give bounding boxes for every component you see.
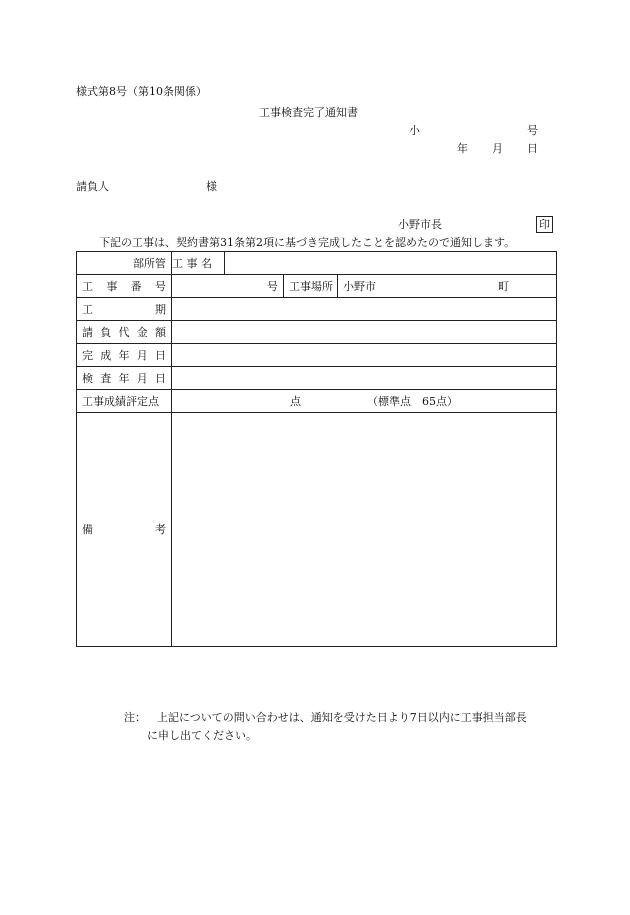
table-row <box>77 367 557 390</box>
inspection-date-label: 検 査 年 月 日 <box>82 371 166 385</box>
work-name-label: 工 事 名 <box>167 252 225 274</box>
recipient-honorific: 様 <box>206 180 217 193</box>
inspection-date-label-cell <box>77 367 172 390</box>
remarks-value[interactable] <box>172 413 557 647</box>
location-city: 小野市 <box>343 279 376 293</box>
work-number-label-cell <box>77 275 172 298</box>
note-label: 注： <box>124 711 146 724</box>
date-day: 日 <box>527 142 538 155</box>
table-row <box>77 344 557 367</box>
note-line-2: に申し出てください。 <box>147 729 257 742</box>
score-value[interactable] <box>172 390 557 413</box>
location-town: 町 <box>498 279 509 293</box>
period-label-cell <box>77 298 172 321</box>
work-name-value[interactable] <box>225 252 561 274</box>
contract-amount-label: 請 負 代 金 額 <box>82 325 166 339</box>
location-label: 工事場所 <box>284 275 338 298</box>
table-row <box>77 298 557 321</box>
seal-box: 印 <box>536 216 553 233</box>
intro-text: 下記の工事は、契約書第31条第2項に基づき完成したことを認めたので通知します。 <box>99 236 516 249</box>
completion-date-label-cell <box>77 344 172 367</box>
period-label: 工 期 <box>82 302 166 316</box>
remarks-label-cell <box>77 413 172 647</box>
form-number: 様式第8号（第10条関係） <box>76 85 207 98</box>
score-standard: （標準点 65点） <box>367 394 458 408</box>
completion-date-label: 完 成 年 月 日 <box>82 348 166 362</box>
table-row <box>77 252 557 275</box>
doc-number-prefix: 小 <box>409 124 420 137</box>
work-name-cell <box>172 252 557 275</box>
contract-amount-label-cell <box>77 321 172 344</box>
location-value[interactable] <box>338 275 557 298</box>
date-month: 月 <box>492 142 503 155</box>
contract-amount-value[interactable] <box>172 321 557 344</box>
score-unit: 点 <box>290 394 301 408</box>
note-line-1: 上記についての問い合わせは、通知を受けた日より7日以内に工事担当部長 <box>157 711 527 724</box>
document-title: 工事検査完了通知書 <box>259 106 358 119</box>
date-year: 年 <box>457 142 468 155</box>
work-number-value[interactable] <box>172 275 284 298</box>
table-row <box>77 321 557 344</box>
doc-number-suffix: 号 <box>527 124 538 137</box>
inspection-date-value[interactable] <box>172 367 557 390</box>
dept-label: 部所管 <box>77 252 172 275</box>
table-row <box>77 413 557 647</box>
remarks-label: 備 考 <box>82 523 166 536</box>
score-label: 工事成績評定点 <box>77 390 172 413</box>
period-value[interactable] <box>172 298 557 321</box>
completion-date-value[interactable] <box>172 344 557 367</box>
number-suffix: 号 <box>267 279 278 293</box>
recipient-label: 請負人 <box>76 180 109 193</box>
table-row <box>77 275 557 298</box>
inspection-form-table <box>76 251 557 647</box>
table-row <box>77 390 557 413</box>
issuer: 小野市長 <box>398 218 442 231</box>
work-number-label: 工 事 番 号 <box>82 279 166 293</box>
